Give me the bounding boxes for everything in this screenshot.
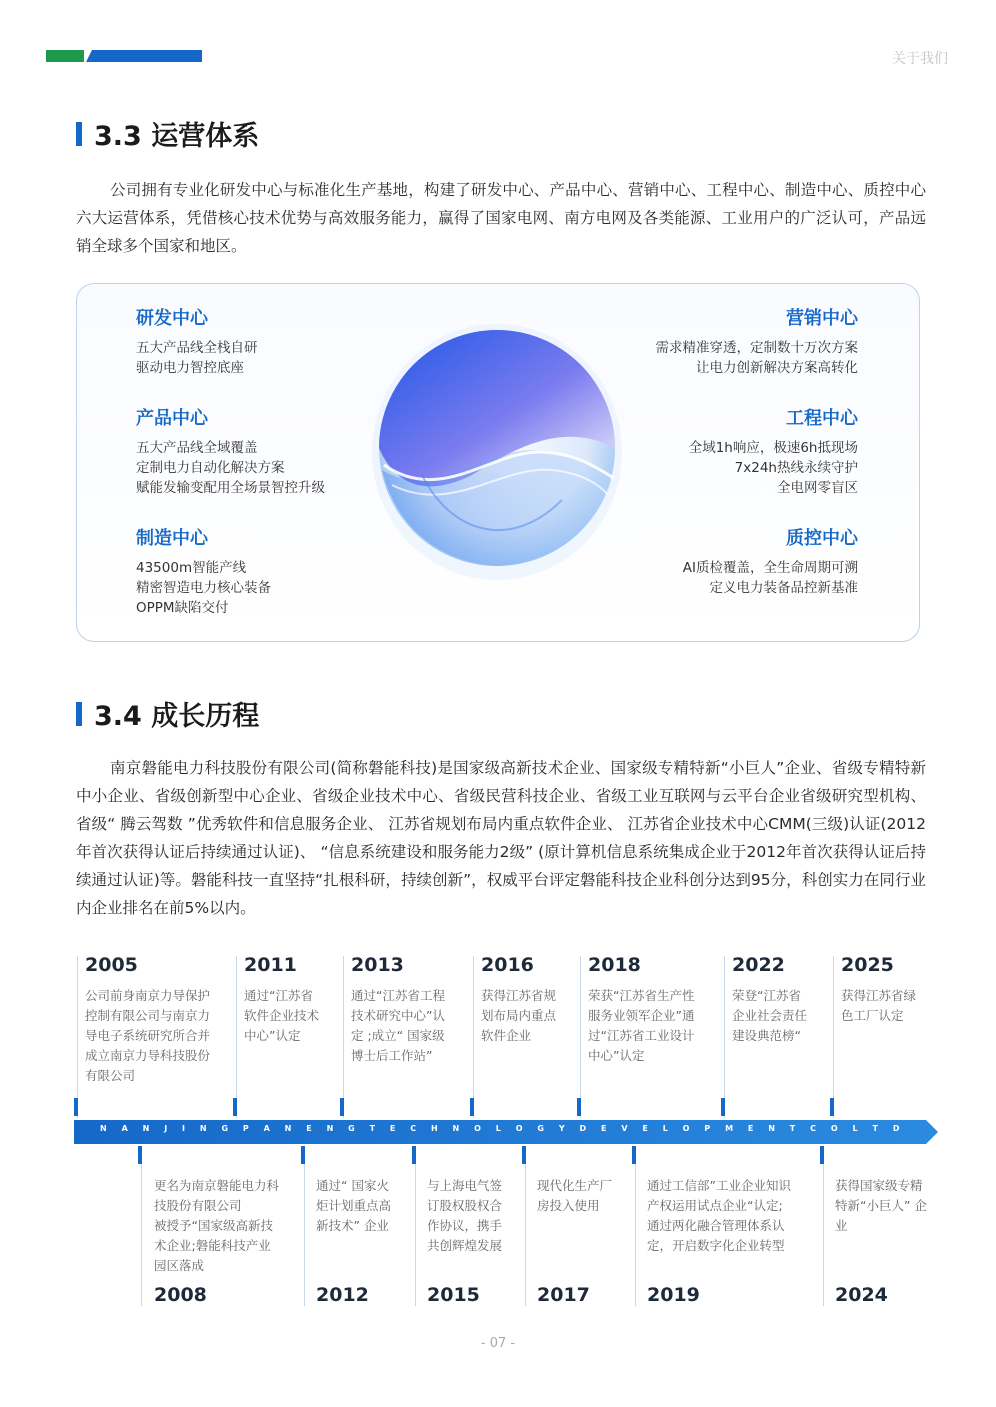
ribbon-company-text: N A N J I N G P A N E N G T E C H N O L O G Y D E V E L O P M E N T C O L T D [100,1124,900,1133]
timeline-connector [635,1146,636,1306]
timeline-tick [721,1098,725,1116]
timeline-year: 2008 [154,1284,207,1306]
quality-line: AI质检覆盖，全生命周期可溯 [682,560,858,576]
timeline-tick [233,1098,237,1116]
timeline-tick [340,1098,344,1116]
timeline-tick [577,1098,581,1116]
timeline-year: 2005 [85,954,138,976]
marketing-line: 需求精准穿透，定制数十万次方案 [655,340,858,356]
timeline-year: 2017 [537,1284,590,1306]
timeline-entry-text: 通过工信部”工业企业知识 产权运用试点企业“认定; 通过两化融合管理体系认 定，开启数字化企业转型 [647,1178,791,1253]
timeline-tick [632,1146,636,1164]
section-title-text: 3.3 运营体系 [94,121,260,152]
timeline-tick [522,1146,526,1164]
manufacture-line: OPPM缺陷交付 [136,600,229,616]
timeline-entry-text: 通过“ 国家火 炬计划重点高 新技术” 企业 [316,1178,392,1233]
timeline-connector [525,1146,526,1306]
timeline-connector [415,1146,416,1306]
timeline-entry-text: 获得江苏省规 划布局内重点 软件企业 [481,988,557,1043]
header-blue-bar [86,50,202,62]
timeline-tick [138,1146,142,1164]
timeline-tick [412,1146,416,1164]
rd-center-title: 研发中心 [136,308,208,329]
timeline-connector [724,956,725,1118]
timeline-connector [823,1146,824,1306]
quality-center-title: 质控中心 [786,528,858,549]
engineering-line: 全电网零盲区 [777,480,858,496]
timeline-entry-text: 与上海电气签 订股权股权合 作协议，携手 共创辉煌发展 [427,1178,503,1253]
section-paragraph: 公司拥有专业化研发中心与标准化生产基地，构建了研发中心、产品中心、营销中心、工程中心、制造中心、质控中心六大运营体系，凭借核心技术优势与高效服务能力，赢得了国家电网、南方电网及各类能源、工业用户的广泛认可，产品远销全球多个国家和地区。 [76,181,926,255]
rd-line: 五大产品线全栈自研 [136,340,258,356]
product-line: 定制电力自动化解决方案 [136,460,285,476]
timeline-entry-text: 通过“江苏省 软件企业技术 中心”认定 [244,988,320,1043]
page-number: - 07 - [480,1336,516,1351]
timeline-connector [473,956,474,1118]
timeline-tick [830,1098,834,1116]
title-marker [76,122,82,146]
header-green-bar [46,50,84,62]
marketing-center-title: 营销中心 [786,308,858,329]
timeline-connector [236,956,237,1118]
section-title-3-3 [76,114,259,153]
timeline-entry-text: 获得江苏省绿 色工厂认定 [841,988,917,1023]
timeline-connector [77,956,78,1118]
timeline-year: 2018 [588,954,641,976]
timeline-year: 2022 [732,954,785,976]
section-title-3-4 [76,694,259,733]
timeline-year: 2012 [316,1284,369,1306]
timeline-entry-text: 荣登“江苏省 企业社会责任 建设典范榜“ [732,988,808,1043]
engineering-center-title: 工程中心 [786,408,858,429]
section-title-text: 3.4 成长历程 [94,701,260,732]
quality-line: 定义电力装备品控新基准 [709,580,858,596]
timeline-tick [470,1098,474,1116]
product-line: 赋能发输变配用全场景智控升级 [136,480,325,496]
timeline-connector [343,956,344,1118]
timeline-year: 2011 [244,954,297,976]
about-us-link[interactable]: 关于我们 [892,51,948,67]
timeline-connector [304,1146,305,1306]
timeline-connector [833,956,834,1118]
marketing-line: 让电力创新解决方案高转化 [696,360,858,376]
timeline-year: 2025 [841,954,894,976]
timeline-tick [74,1098,78,1116]
timeline-year: 2024 [835,1284,888,1306]
timeline-year: 2016 [481,954,534,976]
timeline-year: 2013 [351,954,404,976]
timeline-tick [820,1146,824,1164]
product-center-title: 产品中心 [136,408,208,429]
timeline-entry-text: 现代化生产厂 房投入使用 [537,1178,613,1213]
timeline-entry-text: 更名为南京磐能电力科 技股份有限公司 被授予“国家级高新技 术企业;磐能科技产业 园区落成 [154,1178,280,1273]
engineering-line: 7x24h热线永续守护 [734,460,858,476]
timeline-connector [580,956,581,1118]
timeline-entry-text: 获得国家级专精 特新“小巨人” 企 业 [835,1178,927,1233]
timeline-entry-text: 荣获“江苏省生产性 服务业领军企业”通 过“江苏省工业设计 中心”认定 [588,988,695,1063]
history-paragraph: 南京磐能电力科技股份有限公司(简称磐能科技)是国家级高新技术企业、国家级专精特新“小巨人”企业、省级专精特新中小企业、省级创新型中心企业、省级企业技术中心、省级民营科技企业、省级工业互联网与云平台企业省级研究型机构、 省级“ 腾云驾数 ”优秀软件和信息服务企业、 江苏省规划布局内重点软件企业、 江苏省企业技术中心CMM(三级)认证(2012年首次获得认证后持续通过认证)、 “信息系统建设和服务能力2级” (原计算机信息系统集成企业于2012年首次获得认证后持续通过认证)等。磐能科技一直坚持“扎根科研，持续创新”，权威平台评定磐能科技企业科创分达到95分，科创实力在同行业内企业排名在前5%以内。 [76,759,926,917]
timeline-connector [141,1146,142,1306]
engineering-line: 全域1h响应，极速6h抵现场 [688,440,858,456]
manufacture-center-title: 制造中心 [136,528,208,549]
timeline-tick [301,1146,305,1164]
product-line: 五大产品线全域覆盖 [136,440,258,456]
timeline-entry-text: 公司前身南京力导保护 控制有限公司与南京力 导电子系统研究所合并 成立南京力导科技股份 有限公司 [85,988,211,1083]
manufacture-line: 43500m智能产线 [136,560,247,576]
manufacture-line: 精密智造电力核心装备 [136,580,271,596]
sphere-graphic [362,300,632,600]
rd-line: 驱动电力智控底座 [136,360,244,376]
timeline-entry-text: 通过“江苏省工程 技术研究中心”认 定 ;成立“ 国家级 博士后工作站” [351,988,445,1063]
timeline-year: 2019 [647,1284,700,1306]
timeline-year: 2015 [427,1284,480,1306]
title-marker [76,702,82,726]
